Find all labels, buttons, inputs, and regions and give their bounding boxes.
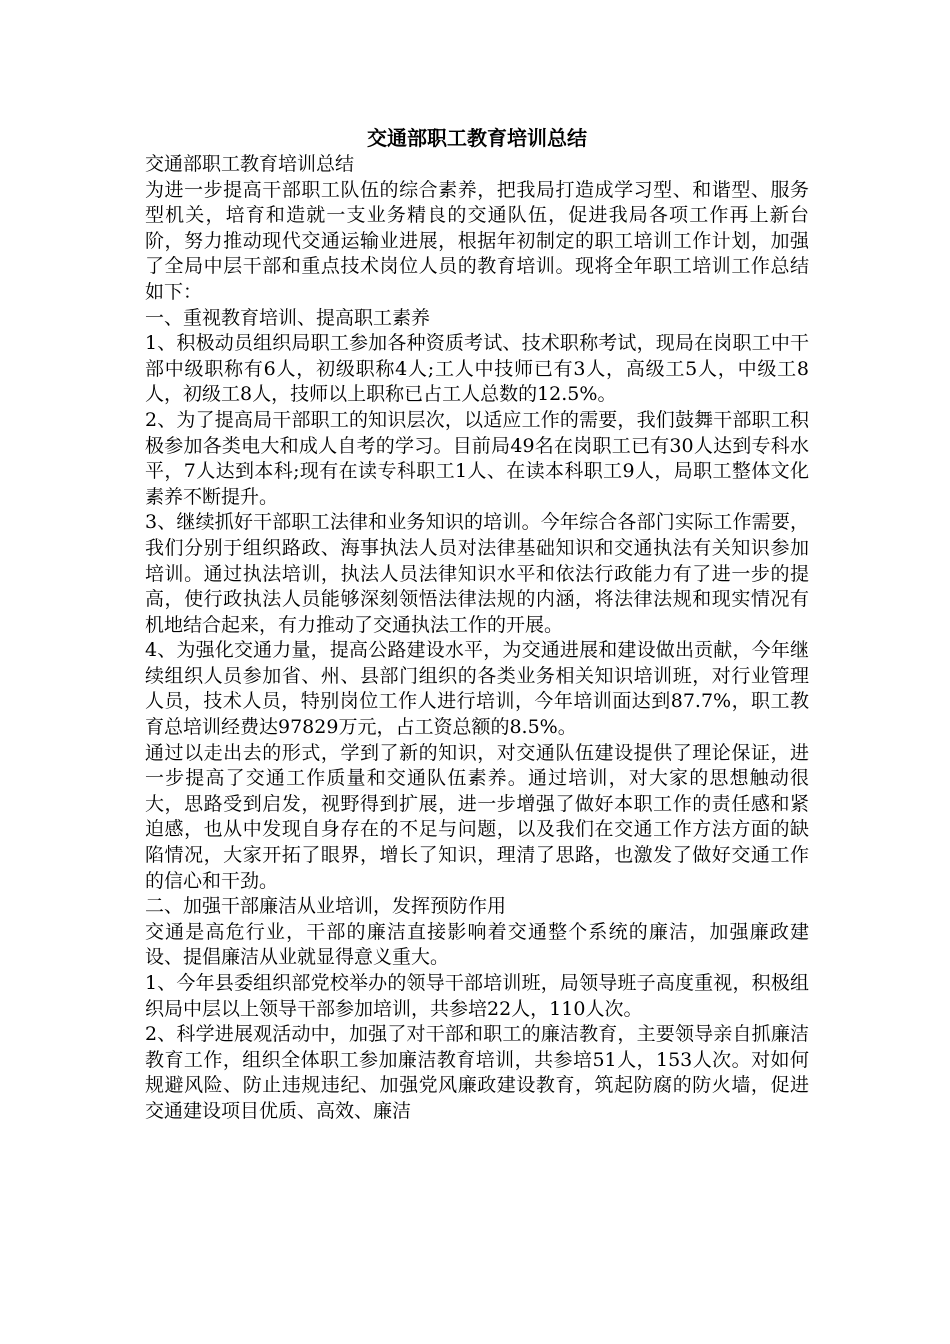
paragraph-subtitle: 交通部职工教育培训总结 [145, 153, 355, 175]
paragraph-section-2-intro: 交通是高危行业，干部的廉洁直接影响着交通整个系统的廉洁，加强廉政建设、提倡廉洁从业就显得意义重大。 [145, 920, 809, 969]
paragraph-item-1-1: 1、积极动员组织局职工参加各种资质考试、技术职称考试，现局在岗职工中干部中级职称有6人，初级职称4人;工人中技师已有3人，高级工5人，中级工8人，初级工8人，技师以上职称已占工人总数的12.5%。 [145, 332, 809, 406]
paragraph-item-1-4: 4、为强化交通力量，提高公路建设水平，为交通进展和建设做出贡献，今年继续组织人员参加省、州、县部门组织的各类业务相关知识培训班，对行业管理人员，技术人员，特别岗位工作人进行培训，今年培训面达到87.7%，职工教育总培训经费达97829万元，占工资总额的8.5%。 [145, 639, 809, 739]
document-title: 交通部职工教育培训总结 [367, 126, 587, 150]
paragraph-item-1-3: 3、继续抓好干部职工法律和业务知识的培训。今年综合各部门实际工作需要，我们分别于组织路政、海事执法人员对法律基础知识和交通执法有关知识参加培训。通过执法培训，执法人员法律知识水平和依法行政能力有了进一步的提高，使行政执法人员能够深刻领悟法律法规的内涵，将法律法规和现实情况有机地结合起来，有力推动了交通执法工作的开展。 [145, 511, 809, 636]
paragraph-item-2-1: 1、今年县委组织部党校举办的领导干部培训班，局领导班子高度重视，积极组织局中层以上领导干部参加培训，共参培22人，110人次。 [145, 972, 809, 1020]
section-heading-1: 一、重视教育培训、提高职工素养 [145, 306, 431, 329]
paragraph-intro: 为进一步提高干部职工队伍的综合素养，把我局打造成学习型、和谐型、服务型机关，培育和造就一支业务精良的交通队伍，促进我局各项工作再上新台阶，努力推动现代交通运输业进展，根据年初制定的职工培训工作计划，加强了全局中层干部和重点技术岗位人员的教育培训。现将全年职工培训工作总结如下： [145, 178, 809, 303]
paragraph-summary: 通过以走出去的形式，学到了新的知识，对交通队伍建设提供了理论保证，进一步提高了交通工作质量和交通队伍素养。通过培训，对大家的思想触动很大，思路受到启发，视野得到扩展，进一步增强了做好本职工作的责任感和紧迫感，也从中发现自身存在的不足与问题，以及我们在交通工作方法方面的缺陷情况，大家开拓了眼界，增长了知识，理清了思路，也激发了做好交通工作的信心和干劲。 [145, 741, 809, 892]
section-heading-2: 二、加强干部廉洁从业培训，发挥预防作用 [145, 895, 507, 918]
document-page [145, 124, 809, 1125]
paragraph-item-2-2: 2、科学进展观活动中，加强了对干部和职工的廉洁教育，主要领导亲自抓廉洁教育工作，组织全体职工参加廉洁教育培训，共参培51人，153人次。对如何规避风险、防止违规违纪、加强党风廉政建设教育，筑起防腐的防火墙，促进交通建设项目优质、高效、廉洁 [145, 1023, 809, 1122]
paragraph-item-1-2: 2、为了提高局干部职工的知识层次，以适应工作的需要，我们鼓舞干部职工积极参加各类电大和成人自考的学习。目前局49名在岗职工已有30人达到专科水平，7人达到本科;现有在读专科职工1人、在读本科职工9人，局职工整体文化素养不断提升。 [145, 408, 809, 508]
